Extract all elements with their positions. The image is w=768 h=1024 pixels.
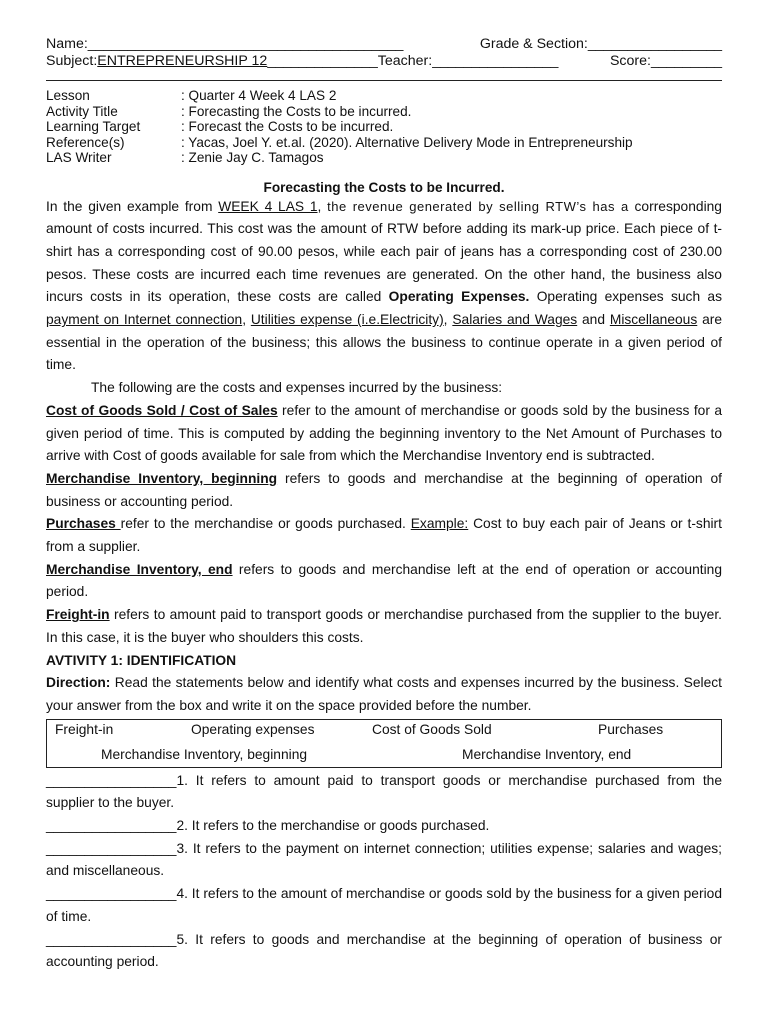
week4-las1-link[interactable]: WEEK 4 LAS 1 [218, 198, 318, 214]
question-text: 4. It refers to the amount of merchandise or goods sold by the business for a given period of time. [46, 886, 722, 924]
definition-purchases [46, 513, 722, 558]
answer-blank[interactable]: _________________ [46, 818, 177, 834]
definition-inventory-beginning [46, 468, 722, 513]
question-item [46, 815, 722, 838]
header-row-subject [46, 53, 722, 70]
definition-text: refers to goods and merchandise left at the end of operation or accounting period. [46, 561, 722, 600]
choice-item: Cost of Goods Sold [372, 721, 492, 737]
text-run: , [242, 312, 251, 328]
choice-item: Operating expenses [191, 721, 315, 737]
definition-text: Cost to buy each pair of Jeans or t-shirt from a supplier. [46, 516, 722, 555]
text-run: the revenue generated by selling RTW’s has a [327, 198, 629, 214]
question-text: 5. It refers to goods and merchandise at the beginning of operation of business or accounting period. [46, 931, 722, 970]
question-text: 2. It refers to the merchandise or goods purchased. [176, 818, 490, 834]
definition-inventory-end [46, 559, 722, 604]
meta-value: : Yacas, Joel Y. et.al. (2020). Alternative Delivery Mode in Entrepreneurship [181, 134, 633, 150]
answer-blank[interactable]: _________________ [46, 840, 177, 856]
meta-key: LAS Writer [46, 150, 112, 165]
choice-item: Purchases [598, 721, 664, 737]
operating-expenses-term: Operating Expenses. [388, 289, 530, 305]
question-item [46, 883, 722, 928]
meta-row [46, 150, 722, 166]
question-list [46, 770, 722, 974]
misc-term: Miscellaneous [609, 312, 698, 328]
score-label: Score: [609, 53, 651, 69]
meta-row [46, 119, 722, 135]
meta-row [46, 88, 722, 104]
internet-payment-term: payment on Internet connection [46, 312, 243, 328]
question-item [46, 838, 722, 883]
document-title: Forecasting the Costs to be Incurred. [263, 179, 505, 195]
direction-label: Direction: [46, 675, 111, 691]
subject-value: ENTREPRENEURSHIP 12 [97, 53, 268, 69]
subject-label: Subject: [46, 53, 98, 69]
definition-freight-in [46, 604, 722, 649]
question-item [46, 770, 722, 815]
header-row-name [46, 36, 722, 53]
meta-key: Lesson [46, 88, 90, 103]
score-blank[interactable]: _________ [650, 53, 722, 69]
text-run: , [443, 312, 453, 328]
term: Merchandise Inventory, end [46, 561, 233, 577]
main-body [46, 196, 722, 718]
definition-cogs [46, 400, 722, 468]
term: Merchandise Inventory, beginning [46, 470, 278, 486]
activity-direction [46, 672, 722, 717]
meta-row [46, 104, 722, 120]
example-label: Example: [410, 516, 469, 532]
activity-title: AVTIVITY 1: IDENTIFICATION [46, 652, 237, 668]
meta-key: Learning Target [46, 119, 141, 134]
name-label: Name: [46, 36, 88, 52]
direction-text: Read the statements below and identify what costs and expenses incurred by the business. Select your answer from the box and write it on the space provided before the number. [46, 675, 722, 713]
definition-text: refer to the merchandise or goods purchased. [120, 516, 411, 532]
lesson-info [46, 80, 722, 166]
text-run: are essential in the operation of the business; this allows the business to continue operate in a given period of time. [46, 312, 723, 373]
text-run: corresponding amount of costs incurred. This cost was the amount of RTW before adding its mark-up price. Each piece of t-shirt has a corresponding cost of 90.00 pesos, while each pair of jeans has a corresponding cost of 230.00 pesos. These costs are incurred each time revenues are generated. On the other hand, the business also incurs costs in its operation, these costs are called [46, 198, 722, 305]
text-run: , [317, 198, 328, 214]
answer-blank[interactable]: _________________ [46, 931, 177, 947]
term: Freight-in [46, 607, 110, 623]
definition-text: refers to amount paid to transport goods or merchandise purchased from the supplier to the buyer. In this case, it is the buyer who shoulders this costs. [46, 607, 722, 645]
text-run: Operating expenses such as [529, 289, 723, 305]
answer-blank[interactable]: _________________ [46, 772, 177, 788]
definition-text: refer to the amount of merchandise or goods sold by the business for a given period of time. This is computed by adding the beginning inventory to the Net Amount of Purchases to arrive with Cost of goods available for sale from which the Merchandise Inventory end is subtracted. [46, 402, 722, 464]
meta-key: Reference(s) [46, 134, 125, 150]
question-text: 1. It refers to amount paid to transport goods or merchandise purchased from the supplier to the buyer. [46, 772, 722, 811]
choice-item: Merchandise Inventory, beginning [101, 746, 308, 762]
utilities-term: Utilities expense (i.e.Electricity) [250, 312, 444, 328]
text-run: and [577, 312, 610, 328]
subject-blank: ______________ [267, 53, 378, 69]
choice-item: Merchandise Inventory, end [462, 746, 632, 762]
name-blank[interactable]: ________________________________________ [87, 36, 404, 52]
meta-value: : Forecast the Costs to be incurred. [181, 119, 394, 134]
question-text: 3. It refers to the payment on internet connection; utilities expense; salaries and wages; and miscellaneous. [46, 840, 722, 879]
intro-paragraph [46, 196, 722, 378]
question-item [46, 929, 722, 974]
teacher-blank[interactable]: ________________ [432, 53, 559, 69]
meta-row [46, 135, 722, 151]
grade-blank[interactable]: _________________ [587, 36, 722, 52]
definition-text: refers to goods and merchandise at the beginning of operation of business or accounting period. [46, 470, 722, 509]
grade-label: Grade & Section: [479, 36, 588, 52]
term: Cost of Goods Sold / Cost of Sales [46, 402, 278, 418]
teacher-label: Teacher: [377, 53, 433, 69]
text-run: In the given example from [46, 198, 219, 214]
meta-key: Activity Title [46, 103, 118, 119]
answer-blank[interactable]: _________________ [46, 886, 177, 902]
intro-lead-in: The following are the costs and expenses incurred by the business: [91, 380, 503, 396]
choice-item: Freight-in [55, 721, 114, 737]
salaries-term: Salaries and Wages [452, 312, 578, 328]
meta-value: : Zenie Jay C. Tamagos [181, 150, 324, 165]
meta-value: : Quarter 4 Week 4 LAS 2 [181, 88, 337, 103]
answer-choices-box [46, 719, 722, 768]
term: Purchases [46, 516, 121, 532]
meta-value: : Forecasting the Costs to be incurred. [181, 103, 412, 119]
